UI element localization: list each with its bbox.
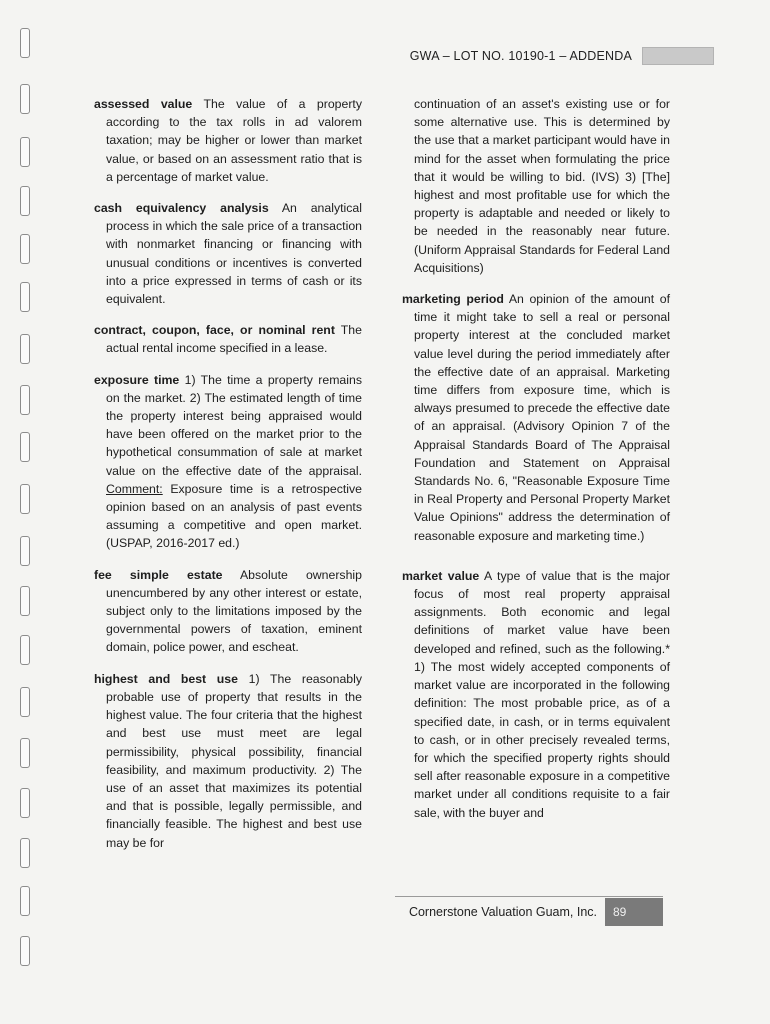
header-tab-bar (642, 47, 714, 65)
entry-term: highest and best use (94, 671, 238, 686)
binding-hole (20, 738, 30, 768)
entry-term: marketing period (402, 292, 504, 307)
entry-definition: An opinion of the amount of time it might take to sell a real or personal property interest at the concluded market value level during the period immediately after the effective date of an appraisal. Marketing time differs from exposure time, which is always presumed to precede the effective date of an appraisal. (Advisory Opinion 7 of the Appraisal Standards Board of The Appraisal Foundation and Statement on Appraisal Standards No. 6, "Reasonable Exposure Time in Real Property and Personal Property Market Value Opinions" address the determination of reasonable exposure and marketing time.) (414, 292, 671, 543)
glossary-entry-continuation (414, 95, 670, 277)
binding-hole (20, 137, 30, 167)
binding-hole (20, 838, 30, 868)
binding-hole (20, 282, 30, 312)
entry-term: fee simple estate (94, 567, 223, 582)
left-column (94, 95, 362, 865)
binding-hole (20, 84, 30, 114)
entry-definition: 1) The reasonably probable use of property that results in the highest value. The four criteria that the highest and best use must meet are legal permissibility, physical possibility, financial feasibility, and maximum productivity. 2) The use of an asset that maximizes its potential and that is possible, legally permissible, and financially feasible. The highest and best use may be for (106, 671, 363, 850)
binding-hole (20, 484, 30, 514)
entry-term: assessed value (94, 97, 193, 111)
page-number: 89 (605, 898, 663, 926)
glossary-entry-marketing-period (402, 290, 670, 545)
binding-hole (20, 432, 30, 462)
entry-definition: A type of value that is the major focus of most real property appraisal assignments. Both economic and legal definitions of market value have been developed and refined, such as the following.* 1) The most widely accepted components of market value are incorporated in the following definition: The most probable price, as of a specified date, in cash, or in terms equivalent to cash, or in other precisely revealed terms, for which the specified property rights should sell after reasonable exposure in a competitive market under all conditions requisite to a fair sale, with the buyer and (414, 568, 670, 820)
entry-definition: An analytical process in which the sale price of a transaction with nonmarket financing or financing with unusual conditions or incentives is converted into a price expressed in terms of cash or its equivalent. (106, 201, 362, 307)
binding-holes (10, 20, 40, 1010)
binding-hole (20, 186, 30, 216)
binding-hole (20, 536, 30, 566)
glossary-entry-highest-and-best-use (94, 670, 362, 852)
entry-term: contract, coupon, face, or nominal rent (94, 323, 335, 338)
right-column (402, 95, 670, 835)
comment-text: Exposure time is a retrospective opinion based on an analysis of past events assuming a competitive and open market. (USPAP, 2016-2017 ed.) (106, 481, 363, 551)
footer-rule (395, 896, 663, 897)
glossary-entry-market-value (402, 567, 670, 822)
glossary-entry-exposure-time (94, 371, 362, 553)
entry-definition: 1) The time a property remains on the market. 2) The estimated length of time the property interest being appraised would have been offered on the market prior to the hypothetical consummation of sale at market value on the effective date of the appraisal. (106, 372, 362, 478)
glossary-entry-assessed-value (94, 95, 362, 186)
entry-definition: Absolute ownership unencumbered by any other interest or estate, subject only to the limitations imposed by the governmental powers of taxation, eminent domain, police power, and escheat. (106, 567, 362, 655)
entry-term: market value (402, 568, 480, 583)
binding-hole (20, 234, 30, 264)
binding-hole (20, 788, 30, 818)
header-title: GWA – LOT NO. 10190-1 – ADDENDA (409, 49, 632, 63)
binding-hole (20, 586, 30, 616)
glossary-entry-contract-rent (94, 321, 362, 357)
entry-definition: The actual rental income specified in a lease. (106, 323, 362, 356)
binding-hole (20, 635, 30, 665)
binding-hole (20, 936, 30, 966)
page-footer (395, 898, 663, 926)
page-header (410, 46, 714, 66)
entry-term: exposure time (94, 372, 180, 387)
glossary-entry-cash-equivalency-analysis (94, 199, 362, 308)
binding-hole (20, 886, 30, 916)
entry-definition: The value of a property according to the tax rolls in ad valorem taxation; may be higher or lower than market value, or based on an assessment ratio that is a percentage of market value. (106, 97, 362, 184)
binding-hole (20, 687, 30, 717)
binding-hole (20, 28, 30, 58)
footer-company: Cornerstone Valuation Guam, Inc. (408, 905, 597, 919)
entry-definition: continuation of an asset's existing use or for some alternative use. This is determined by the use that a market participant would have in mind for the asset when formulating the price that it would be willing to bid. (IVS) 3) [The] highest and most profitable use for which the property is adaptable and needed or likely to be needed in the reasonably near future. (Uniform Appraisal Standards for Federal Land Acquisitions) (414, 97, 670, 275)
binding-hole (20, 385, 30, 415)
entry-term: cash equivalency analysis (94, 201, 269, 216)
binding-hole (20, 334, 30, 364)
glossary-entry-fee-simple-estate (94, 566, 362, 657)
comment-label: Comment: (106, 481, 163, 496)
